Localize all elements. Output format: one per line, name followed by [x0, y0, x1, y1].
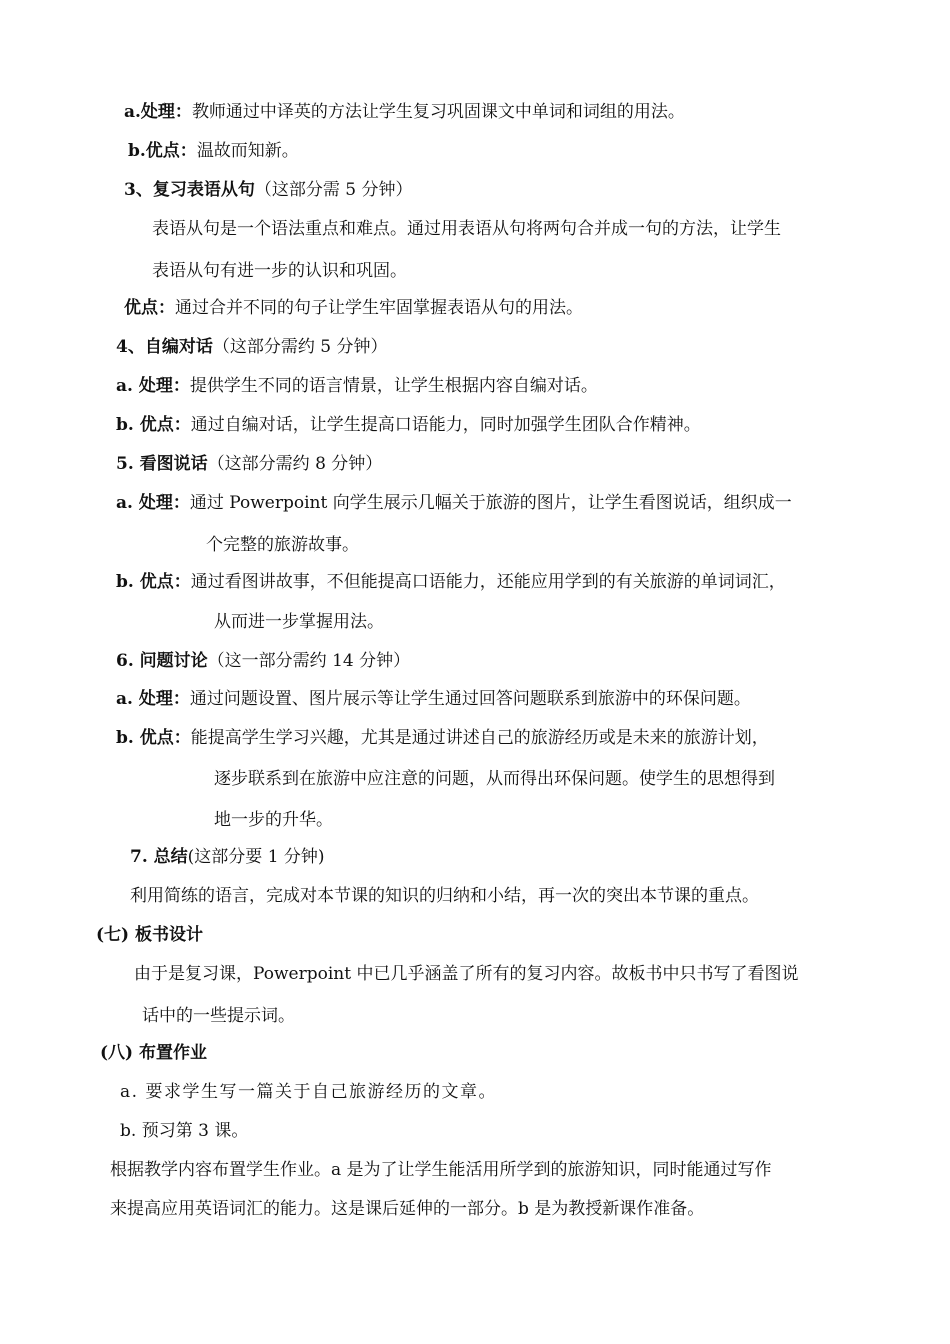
paragraph-line	[134, 962, 798, 986]
line-text: 教师通过中译英的方法让学生复习巩固课文中单词和词组的用法。	[191, 102, 685, 122]
section-heading-board-design	[96, 923, 203, 947]
paragraph-line	[142, 1004, 295, 1028]
line-label: b. 优点：	[116, 415, 191, 435]
line-label: a. 处理：	[116, 376, 190, 396]
line-label: b. 优点：	[116, 728, 191, 748]
line-label: a. 处理：	[116, 493, 190, 513]
section-heading-6	[116, 649, 410, 673]
section-duration: （这部分需约 5 分钟）	[212, 337, 388, 357]
line-text: 提供学生不同的语言情景，让学生根据内容自编对话。	[189, 376, 598, 396]
line-label: a. 处理：	[116, 689, 190, 709]
section-title: 6. 问题讨论	[116, 651, 208, 671]
line-advantage	[124, 296, 583, 320]
section-duration: (这部分要 1 分钟)	[187, 847, 325, 867]
line-text: 话中的一些提示词。	[142, 1006, 295, 1026]
section-heading-3	[124, 178, 412, 202]
homework-item-b	[120, 1119, 248, 1143]
homework-item-a	[120, 1080, 497, 1104]
section-heading-homework	[100, 1041, 207, 1065]
section-duration: （这部分需 5 分钟）	[254, 180, 413, 200]
paragraph-line	[214, 767, 775, 791]
section-title: (八) 布置作业	[100, 1043, 208, 1063]
line-advantage	[116, 570, 786, 594]
section-duration: （这部分需约 8 分钟）	[207, 454, 383, 474]
paragraph-line	[152, 217, 781, 241]
line-text: 根据教学内容布置学生作业。a 是为了让学生能活用所学到的旅游知识，同时能通过写作	[110, 1160, 772, 1180]
line-text: 表语从句是一个语法重点和难点。通过用表语从句将两句合并成一句的方法，让学生	[152, 219, 781, 239]
line-text: 通过看图讲故事，不但能提高口语能力，还能应用学到的有关旅游的单词词汇，	[190, 572, 786, 592]
line-review-method	[124, 100, 685, 124]
line-process	[116, 491, 792, 515]
section-title: 4、自编对话	[116, 337, 213, 357]
line-text: 地一步的升华。	[214, 810, 333, 830]
line-text: 能提高学生学习兴趣，尤其是通过讲述自己的旅游经历或是未来的旅游计划，	[190, 728, 769, 748]
line-review-advantage	[128, 139, 299, 163]
section-title: 5. 看图说话	[116, 454, 208, 474]
line-text: 表语从句有进一步的认识和巩固。	[152, 261, 407, 281]
line-label: 优点：	[124, 298, 175, 318]
section-title: 7. 总结	[130, 847, 188, 867]
line-text: b. 预习第 3 课。	[120, 1121, 249, 1141]
paragraph-line	[206, 533, 359, 557]
section-title: 3、复习表语从句	[124, 180, 255, 200]
line-label: b. 优点：	[116, 572, 191, 592]
line-process	[116, 374, 598, 398]
line-text: 通过 Powerpoint 向学生展示几幅关于旅游的图片，让学生看图说话，组织成一	[189, 493, 792, 513]
line-text: 通过问题设置、图片展示等让学生通过回答问题联系到旅游中的环保问题。	[189, 689, 751, 709]
paragraph-line	[214, 610, 384, 634]
line-text: 逐步联系到在旅游中应注意的问题，从而得出环保问题。使学生的思想得到	[214, 769, 775, 789]
paragraph-line	[152, 259, 407, 283]
section-heading-4	[116, 335, 387, 359]
line-text: 由于是复习课，Powerpoint 中已几乎涵盖了所有的复习内容。故板书中只书写了看图说	[134, 964, 799, 984]
section-title: (七) 板书设计	[96, 925, 204, 945]
paragraph-line	[214, 808, 333, 832]
line-process	[116, 687, 751, 711]
section-duration: （这一部分需约 14 分钟）	[207, 651, 411, 671]
line-text: 个完整的旅游故事。	[206, 535, 359, 555]
line-label: a.处理：	[124, 102, 192, 122]
line-advantage	[116, 726, 769, 750]
line-text: 利用简练的语言，完成对本节课的知识的归纳和小结，再一次的突出本节课的重点。	[130, 886, 759, 906]
line-text: 来提高应用英语词汇的能力。这是课后延伸的一部分。b 是为教授新课作准备。	[110, 1199, 705, 1219]
line-text: 从而进一步掌握用法。	[214, 612, 384, 632]
line-text: a. 要求学生写一篇关于自己旅游经历的文章。	[120, 1082, 497, 1102]
section-heading-5	[116, 452, 382, 476]
line-label: b.优点：	[128, 141, 197, 161]
paragraph-line	[110, 1158, 772, 1182]
line-text: 通过自编对话，让学生提高口语能力，同时加强学生团队合作精神。	[190, 415, 701, 435]
paragraph-line	[110, 1197, 704, 1221]
line-text: 温故而知新。	[196, 141, 299, 161]
section-heading-7	[130, 845, 325, 869]
line-text: 通过合并不同的句子让学生牢固掌握表语从句的用法。	[175, 298, 583, 318]
paragraph-line	[130, 884, 759, 908]
line-advantage	[116, 413, 701, 437]
